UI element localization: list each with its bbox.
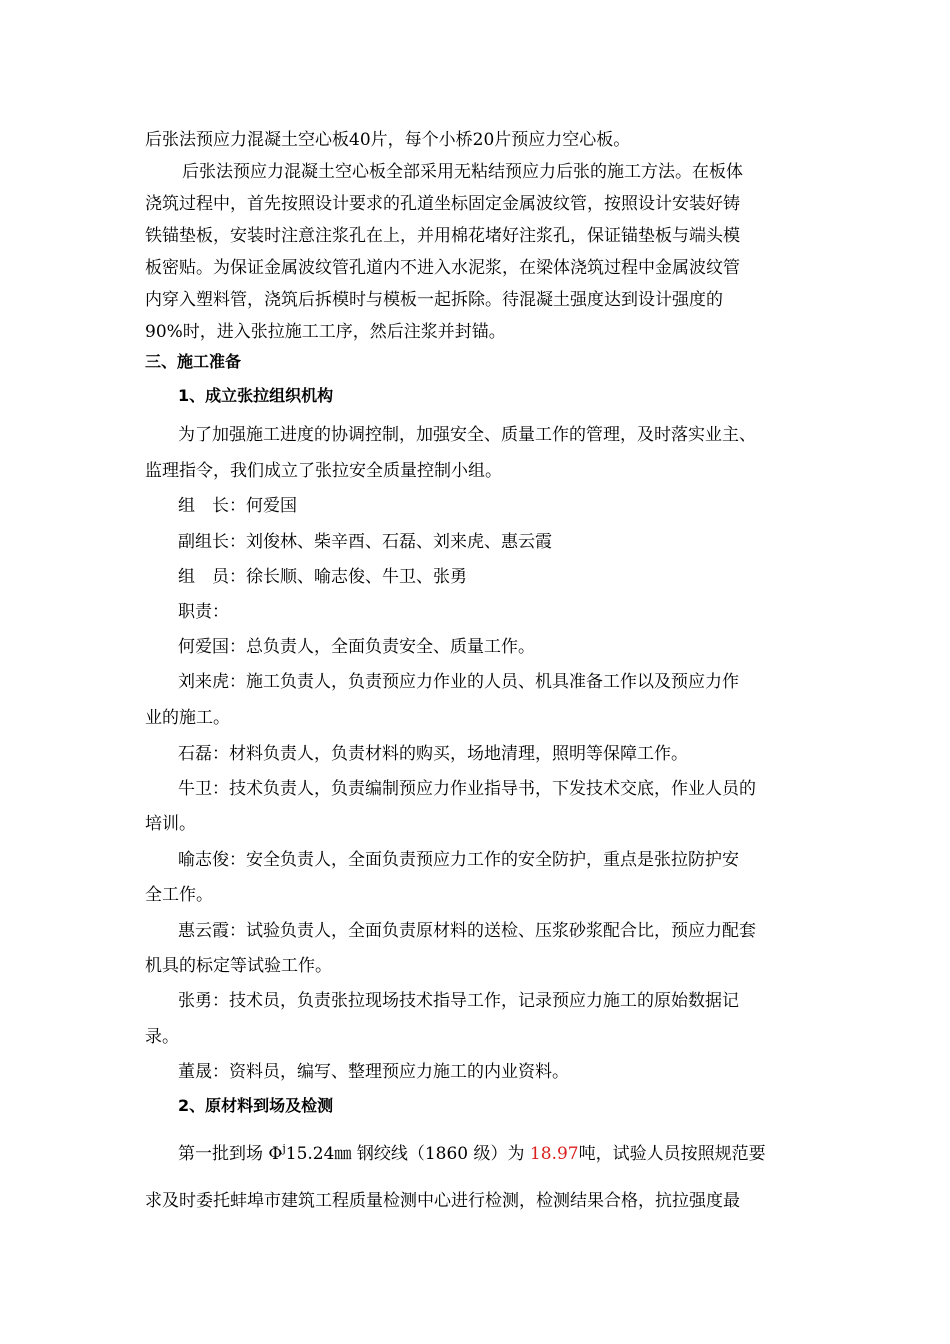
steel-superscript: j [282,1142,286,1155]
steel-suffix: 吨，试验人员按照规范要 [578,1144,766,1164]
paragraph-line: 90%时，进入张拉施工工序，然后注浆并封锚。 [145,322,506,342]
duty-line: 全工作。 [145,885,213,905]
duty-line: 张勇：技术员，负责张拉现场技术指导工作，记录预应力施工的原始数据记 [178,991,739,1011]
duty-line: 机具的标定等试验工作。 [145,956,332,976]
paragraph-line: 铁锚垫板，安装时注意注浆孔在上，并用棉花堵好注浆孔，保证锚垫板与端头模 [145,226,740,246]
member-line: 组 员：徐长顺、喻志俊、牛卫、张勇 [178,567,467,587]
section-heading: 三、施工准备 [145,352,242,371]
steel-line [178,1139,766,1164]
paragraph-line: 浇筑过程中，首先按照设计要求的孔道坐标固定金属波纹管，按照设计安装好铸 [145,194,740,214]
member-line: 副组长：刘俊林、柴辛酉、石磊、刘来虎、惠云霞 [178,532,552,552]
duties-label: 职责： [178,602,229,622]
member-line: 组 长：何爱国 [178,496,297,516]
steel-prefix: 第一批到场 Φ [178,1144,283,1164]
paragraph-line: 后张法预应力混凝土空心板全部采用无粘结预应力后张的施工方法。在板体 [182,162,743,182]
paragraph-line: 求及时委托蚌埠市建筑工程质量检测中心进行检测，检测结果合格，抗拉强度最 [145,1191,740,1211]
duty-line: 刘来虎：施工负责人，负责预应力作业的人员、机具准备工作以及预应力作 [178,672,739,692]
duty-line: 业的施工。 [145,708,230,728]
duty-line: 录。 [145,1027,179,1047]
steel-tonnage: 18.97 [529,1144,579,1164]
paragraph-line: 板密贴。为保证金属波纹管孔道内不进入水泥浆，在梁体浇筑过程中金属波纹管 [145,258,740,278]
paragraph-line: 监理指令，我们成立了张拉安全质量控制小组。 [145,461,502,481]
paragraph-line: 内穿入塑料管，浇筑后拆模时与模板一起拆除。待混凝土强度达到设计强度的 [145,290,723,310]
paragraph-line: 为了加强施工进度的协调控制，加强安全、质量工作的管理，及时落实业主、 [178,425,756,445]
duty-line: 惠云霞：试验负责人，全面负责原材料的送检、压浆砂浆配合比，预应力配套 [178,921,756,941]
duty-line: 石磊：材料负责人，负责材料的购买，场地清理，照明等保障工作。 [178,744,688,764]
subsection-heading: 2、原材料到场及检测 [178,1096,334,1115]
duty-line: 喻志俊：安全负责人，全面负责预应力工作的安全防护，重点是张拉防护安 [178,850,739,870]
subsection-heading: 1、成立张拉组织机构 [178,386,334,405]
duty-line: 何爱国：总负责人，全面负责安全、质量工作。 [178,637,535,657]
paragraph-line: 后张法预应力混凝土空心板40片，每个小桥20片预应力空心板。 [145,130,631,150]
duty-line: 培训。 [145,814,196,834]
duty-line: 董晟：资料员，编写、整理预应力施工的内业资料。 [178,1062,569,1082]
duty-line: 牛卫：技术负责人，负责编制预应力作业指导书，下发技术交底，作业人员的 [178,779,756,799]
steel-spec: 15.24㎜ 钢绞线（1860 级）为 [285,1144,530,1164]
